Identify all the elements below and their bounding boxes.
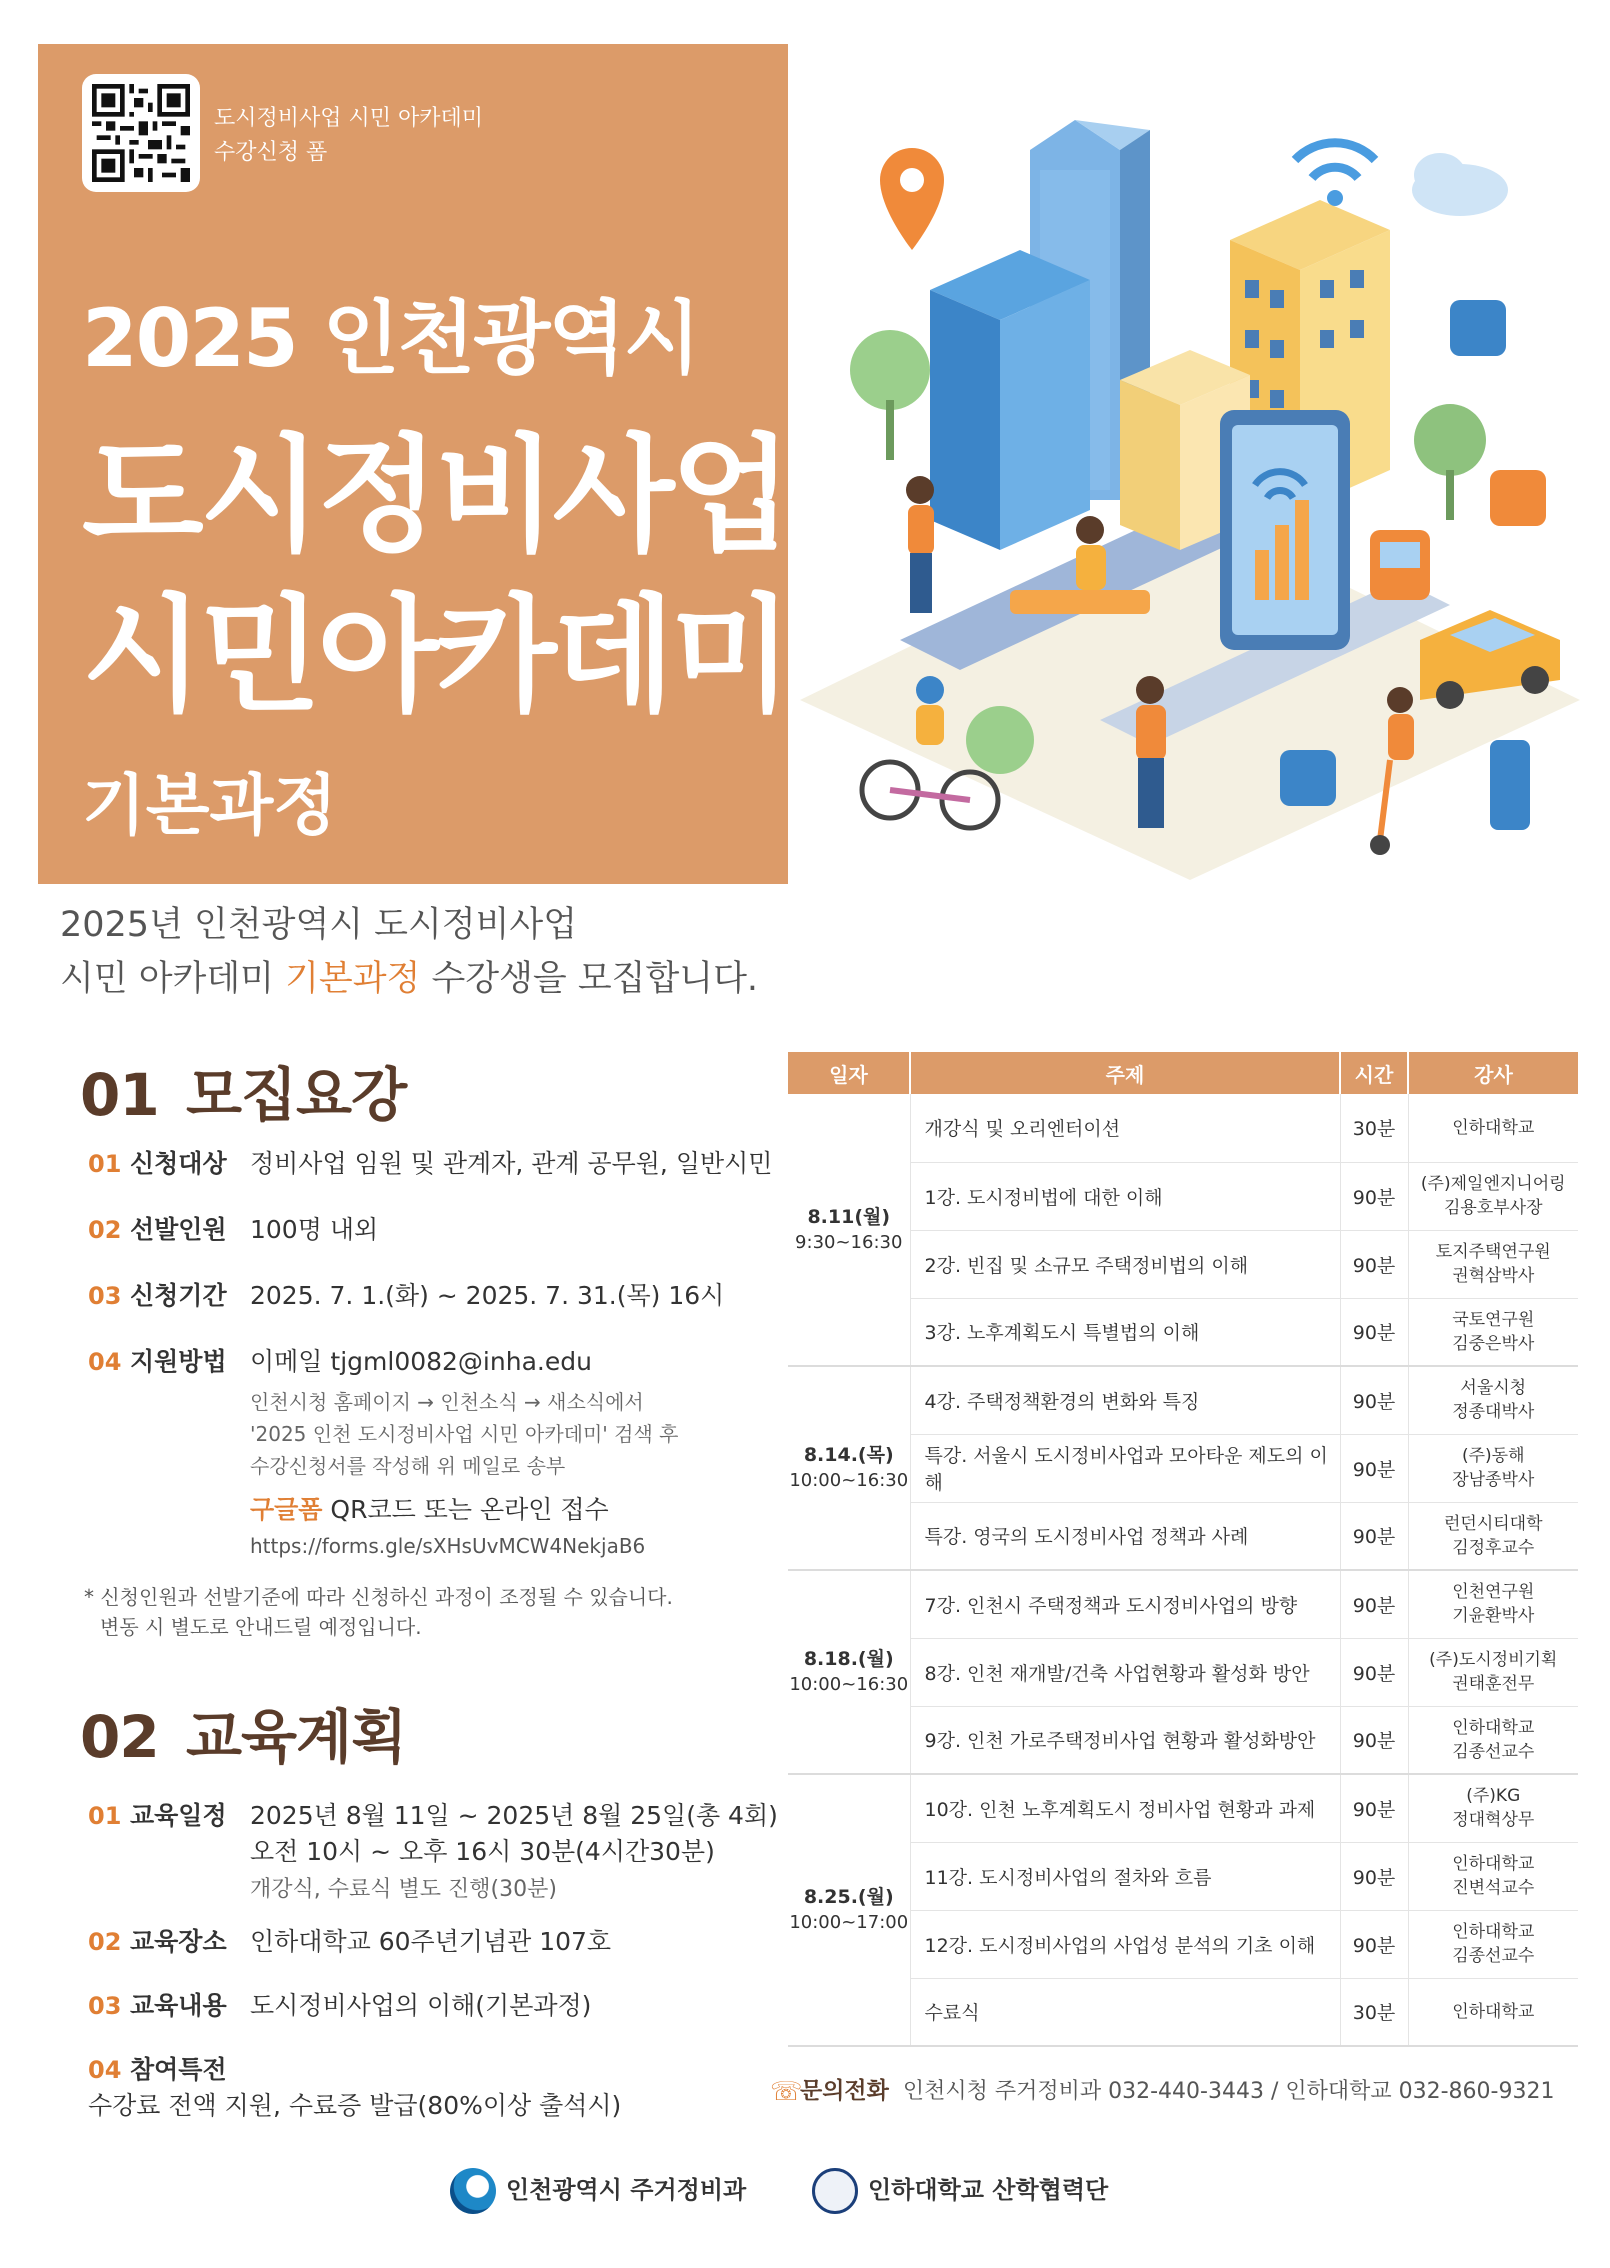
hero-year-title: 2025 인천광역시 (82, 292, 699, 385)
recruit-item-count: 02 선발인원 100명 내외 (88, 1215, 379, 1244)
schedule-lecturer-cell: 국토연구원 김중은박사 (1408, 1298, 1578, 1366)
recruit-item-period: 03 신청기간 2025. 7. 1.(화) ~ 2025. 7. 31.(목) 16시 (88, 1281, 725, 1310)
education-details (88, 1796, 778, 2120)
edu-item-schedule: 01 교육일정 2025년 8월 11일 ~ 2025년 8월 25일(총 4회) 오전 10시 ~ 오후 16시 30분(4시간30분) 개강식, 수료식 별도 진행(30분) (88, 1796, 778, 1922)
schedule-row (788, 1774, 1578, 1842)
schedule-duration-cell: 90분 (1340, 1366, 1408, 1434)
schedule-topic-cell: 수료식 (910, 1978, 1340, 2046)
method-step1: 인천시청 홈페이지 → 인천소식 → 새소식에서 (250, 1390, 644, 1414)
email-link[interactable]: 이메일 tjgml0082@inha.edu (250, 1347, 592, 1376)
schedule-lecturer-cell: (주)제일엔지니어링 김용호부사장 (1408, 1162, 1578, 1230)
col-header-date: 일자 (788, 1052, 910, 1094)
hero-subtitle: 기본과정 (82, 767, 338, 844)
schedule-topic-cell: 3강. 노후계획도시 특별법의 이해 (910, 1298, 1340, 1366)
hero-banner (38, 44, 788, 884)
schedule-body (788, 1094, 1578, 2046)
inha-university-seal-icon (812, 2168, 858, 2214)
contact-numbers: 인천시청 주거정비과 032-440-3443 / 인하대학교 032-860-9321 (902, 2079, 1555, 2104)
hero-title-line2: 시민아카데미 (82, 582, 789, 729)
schedule-lecturer-cell: 인하대학교 (1408, 1978, 1578, 2046)
schedule-lecturer-cell: 토지주택연구원 권혁삼박사 (1408, 1230, 1578, 1298)
schedule-duration-cell: 90분 (1340, 1910, 1408, 1978)
schedule-row (788, 1094, 1578, 1162)
schedule-date-cell: 8.14.(목) 10:00~16:30 (788, 1366, 910, 1570)
schedule-topic-cell: 11강. 도시정비사업의 절차와 흐름 (910, 1842, 1340, 1910)
schedule-topic-cell: 12강. 도시정비사업의 사업성 분석의 기초 이해 (910, 1910, 1340, 1978)
schedule-row (788, 1366, 1578, 1434)
schedule-topic-cell: 7강. 인천시 주택정책과 도시정비사업의 방향 (910, 1570, 1340, 1638)
edu-item-content: 03 교육내용 도시정비사업의 이해(기본과정) (88, 1991, 592, 2020)
qr-code[interactable] (82, 74, 200, 192)
qr-caption-line2: 수강신청 폼 (214, 140, 328, 165)
recruit-item-target: 01 신청대상 정비사업 임원 및 관계자, 관계 공무원, 일반시민 (88, 1149, 773, 1178)
col-header-lecturer: 강사 (1408, 1052, 1578, 1094)
footer-org-inha: 인하대학교 산학협력단 (812, 2168, 1108, 2214)
hero-main-title (82, 416, 788, 736)
method-step3: 수강신청서를 작성해 위 메일로 송부 (250, 1454, 566, 1478)
recruitment-note: * 신청인원과 선발기준에 따라 신청하신 과정이 조정될 수 있습니다. 변동 시 별도로 안내드릴 예정입니다. (84, 1585, 673, 1639)
schedule-lecturer-cell: 인하대학교 김종선교수 (1408, 1706, 1578, 1774)
schedule-duration-cell: 90분 (1340, 1842, 1408, 1910)
google-form-line: 구글폼 QR코드 또는 온라인 접수 (250, 1495, 609, 1524)
intro-line1: 2025년 인천광역시 도시정비사업 (60, 905, 578, 945)
incheon-logo-icon (450, 2168, 496, 2214)
schedule-date-cell: 8.18.(월) 10:00~16:30 (788, 1570, 910, 1774)
schedule-duration-cell: 30분 (1340, 1094, 1408, 1162)
qr-caption-line1: 도시정비사업 시민 아카데미 (214, 106, 484, 131)
schedule-lecturer-cell: 인천연구원 기윤환박사 (1408, 1570, 1578, 1638)
schedule-topic-cell: 8강. 인천 재개발/건축 사업현황과 활성화 방안 (910, 1638, 1340, 1706)
schedule-lecturer-cell: 런던시티대학 김정후교수 (1408, 1502, 1578, 1570)
col-header-duration: 시간 (1340, 1052, 1408, 1094)
schedule-topic-cell: 9강. 인천 가로주택정비사업 현황과 활성화방안 (910, 1706, 1340, 1774)
recruitment-details (88, 1144, 778, 1562)
edu-schedule-note: 개강식, 수료식 별도 진행(30분) (250, 1877, 557, 1902)
schedule-duration-cell: 90분 (1340, 1638, 1408, 1706)
schedule-duration-cell: 90분 (1340, 1230, 1408, 1298)
hero-title-line1: 도시정비사업 (82, 422, 789, 569)
schedule-lecturer-cell: 인하대학교 진변석교수 (1408, 1842, 1578, 1910)
schedule-duration-cell: 90분 (1340, 1774, 1408, 1842)
schedule-duration-cell: 90분 (1340, 1502, 1408, 1570)
schedule-topic-cell: 특강. 서울시 도시정비사업과 모아타운 제도의 이해 (910, 1434, 1340, 1502)
schedule-date-cell: 8.11(월) 9:30~16:30 (788, 1094, 910, 1366)
phone-icon: ☏ (770, 2077, 803, 2107)
intro-line2: 시민 아카데미 기본과정 수강생을 모집합니다. (60, 959, 759, 999)
schedule-duration-cell: 90분 (1340, 1162, 1408, 1230)
recruit-item-method: 04 지원방법 이메일 tjgml0082@inha.edu 인천시청 홈페이지 → 인천소식 → 새소식에서 '2025 인천 도시정비사업 시민 아카데미' 검색 후 수강신청서를 작성해 위 메일로 송부 구글폼 QR코드 또는 온라인 접수 https://forms.gle/sXHsUvMCW4NekjaB6 (88, 1342, 778, 1562)
schedule-topic-cell: 10강. 인천 노후계획도시 정비사업 현황과 과제 (910, 1774, 1340, 1842)
schedule-topic-cell: 2강. 빈집 및 소규모 주택정비법의 이해 (910, 1230, 1340, 1298)
schedule-lecturer-cell: (주)동해 장남종박사 (1408, 1434, 1578, 1502)
contact-label: 문의전화 (800, 2078, 889, 2104)
footer-org-incheon: 인천광역시 주거정비과 (450, 2168, 746, 2214)
contact-info (770, 2072, 1554, 2107)
schedule-header-row (788, 1052, 1578, 1094)
col-header-topic: 주제 (910, 1052, 1340, 1094)
schedule-table (788, 1052, 1578, 2047)
schedule-duration-cell: 90분 (1340, 1298, 1408, 1366)
schedule-duration-cell: 90분 (1340, 1570, 1408, 1638)
schedule-duration-cell: 90분 (1340, 1706, 1408, 1774)
intro-highlight: 기본과정 (285, 959, 421, 999)
city-illustration (800, 80, 1580, 880)
schedule-duration-cell: 30분 (1340, 1978, 1408, 2046)
edu-schedule-time: 오전 10시 ~ 오후 16시 30분(4시간30분) (250, 1837, 715, 1866)
google-form-url[interactable]: https://forms.gle/sXHsUvMCW4NekjaB6 (250, 1534, 646, 1558)
schedule-topic-cell: 개강식 및 오리엔터이션 (910, 1094, 1340, 1162)
schedule-duration-cell: 90분 (1340, 1434, 1408, 1502)
schedule-date-cell: 8.25.(월) 10:00~17:00 (788, 1774, 910, 2046)
edu-item-benefit: 04 참여특전수강료 전액 지원, 수료증 발급(80%이상 출석시) (88, 2055, 622, 2120)
edu-item-place: 02 교육장소 인하대학교 60주년기념관 107호 (88, 1927, 612, 1956)
schedule-lecturer-cell: 서울시청 정종대박사 (1408, 1366, 1578, 1434)
schedule-lecturer-cell: (주)KG 정대혁상무 (1408, 1774, 1578, 1842)
method-step2: '2025 인천 도시정비사업 시민 아카데미' 검색 후 (250, 1422, 679, 1446)
schedule-topic-cell: 1강. 도시정비법에 대한 이해 (910, 1162, 1340, 1230)
qr-caption (214, 102, 483, 170)
schedule-lecturer-cell: (주)도시정비기획 권태훈전무 (1408, 1638, 1578, 1706)
schedule-topic-cell: 특강. 영국의 도시정비사업 정책과 사례 (910, 1502, 1340, 1570)
schedule-row (788, 1570, 1578, 1638)
section-recruitment-heading: 01 모집요강 (80, 1061, 407, 1129)
intro-text (60, 898, 758, 1006)
schedule-lecturer-cell: 인하대학교 김종선교수 (1408, 1910, 1578, 1978)
schedule-topic-cell: 4강. 주택정책환경의 변화와 특징 (910, 1366, 1340, 1434)
schedule-lecturer-cell: 인하대학교 (1408, 1094, 1578, 1162)
qr-code-icon (92, 84, 190, 182)
section-education-heading: 02 교육계획 (80, 1703, 407, 1771)
